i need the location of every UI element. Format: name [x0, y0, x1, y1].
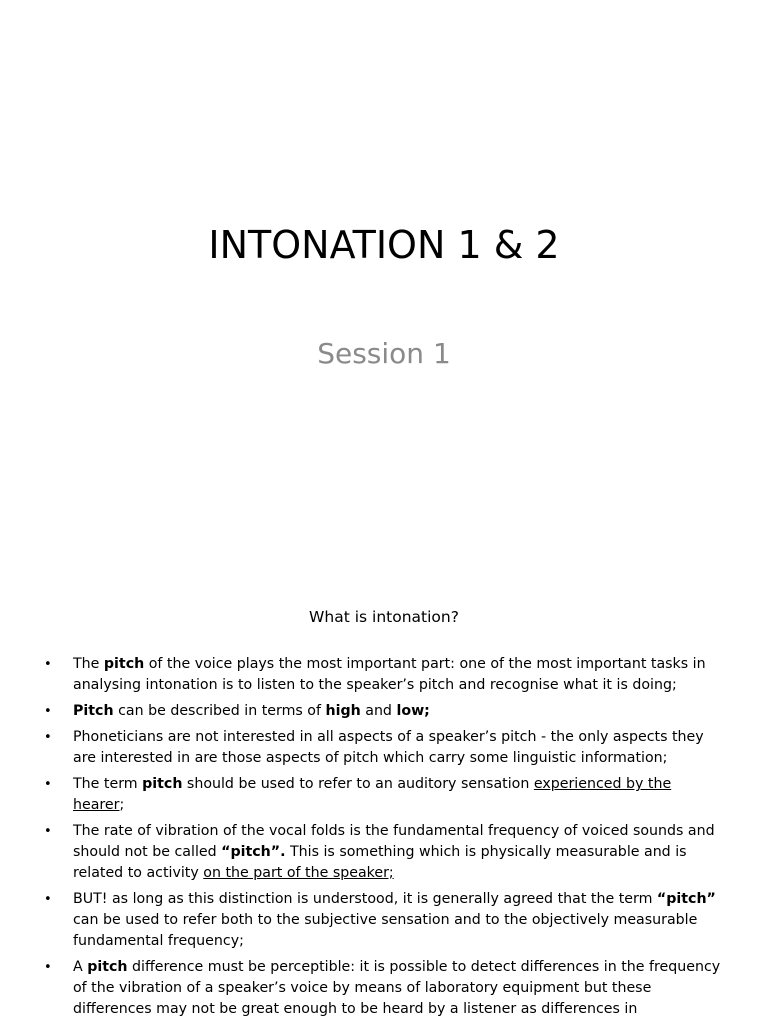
bullet-item [44, 889, 724, 952]
bullet-item [44, 821, 724, 884]
text-run: can be described in terms of [113, 703, 326, 719]
underlined-text-run: on the part of the speaker; [203, 865, 394, 881]
bullet-dot-icon: • [44, 657, 52, 672]
bullet-dot-icon: • [44, 704, 52, 719]
content-slide [0, 576, 768, 1024]
bullet-item [44, 701, 724, 722]
bullet-item [44, 774, 724, 816]
text-run: of the voice plays the most important part: one of the most important tasks in analysing intonation is to listen to the speaker’s pitch and recognise what it is doing; [73, 656, 706, 693]
bullet-item [44, 957, 724, 1020]
bullet-item [44, 654, 724, 696]
bold-text-run: “pitch”. [221, 844, 286, 860]
text-run: This is something which is physically measurable and is related to activity [73, 844, 687, 881]
bold-text-run: low; [396, 703, 430, 719]
slide-title: INTONATION 1 & 2 [208, 223, 560, 267]
text-run: and [360, 703, 397, 719]
text-run: A [73, 959, 88, 975]
text-run: ; [119, 797, 125, 813]
text-run: The [73, 656, 104, 672]
text-run: Phoneticians are not interested in all aspects of a speaker’s pitch - the only aspects they are interested in are those aspects of pitch which carry some linguistic information; [73, 729, 704, 766]
bullet-item [44, 727, 724, 769]
text-run: should be used to refer to an auditory sensation [182, 776, 534, 792]
text-run: The rate of vibration of the vocal folds is the fundamental frequency of voiced sounds and should not be called [73, 823, 715, 860]
bold-text-run: pitch [142, 776, 183, 792]
bullet-dot-icon: • [44, 960, 52, 975]
bold-text-run: Pitch [73, 703, 114, 719]
bullet-dot-icon: • [44, 824, 52, 839]
bullet-dot-icon: • [44, 892, 52, 907]
text-run: can be used to refer both to the subjective sensation and to the objectively measurable fundamental frequency; [73, 912, 698, 949]
text-run: BUT! as long as this distinction is understood, it is generally agreed that the term [73, 891, 657, 907]
bullet-dot-icon: • [44, 730, 52, 745]
bold-text-run: high [325, 703, 361, 719]
bold-text-run: “pitch” [656, 891, 716, 907]
bullet-dot-icon: • [44, 777, 52, 792]
text-run: difference must be perceptible: it is possible to detect differences in the frequency of the vibration of a speaker’s voice by means of laboratory equipment but these differences may not be great enough to be heard by a listener as differences in [73, 959, 721, 1017]
slide-heading: What is intonation? [309, 608, 459, 626]
underlined-text-run: experienced by the hearer [73, 776, 672, 813]
text-run: The term [73, 776, 143, 792]
slide-subtitle: Session 1 [317, 337, 451, 370]
bold-text-run: pitch [87, 959, 128, 975]
bullet-list [44, 654, 724, 1025]
bold-text-run: pitch [103, 656, 145, 672]
